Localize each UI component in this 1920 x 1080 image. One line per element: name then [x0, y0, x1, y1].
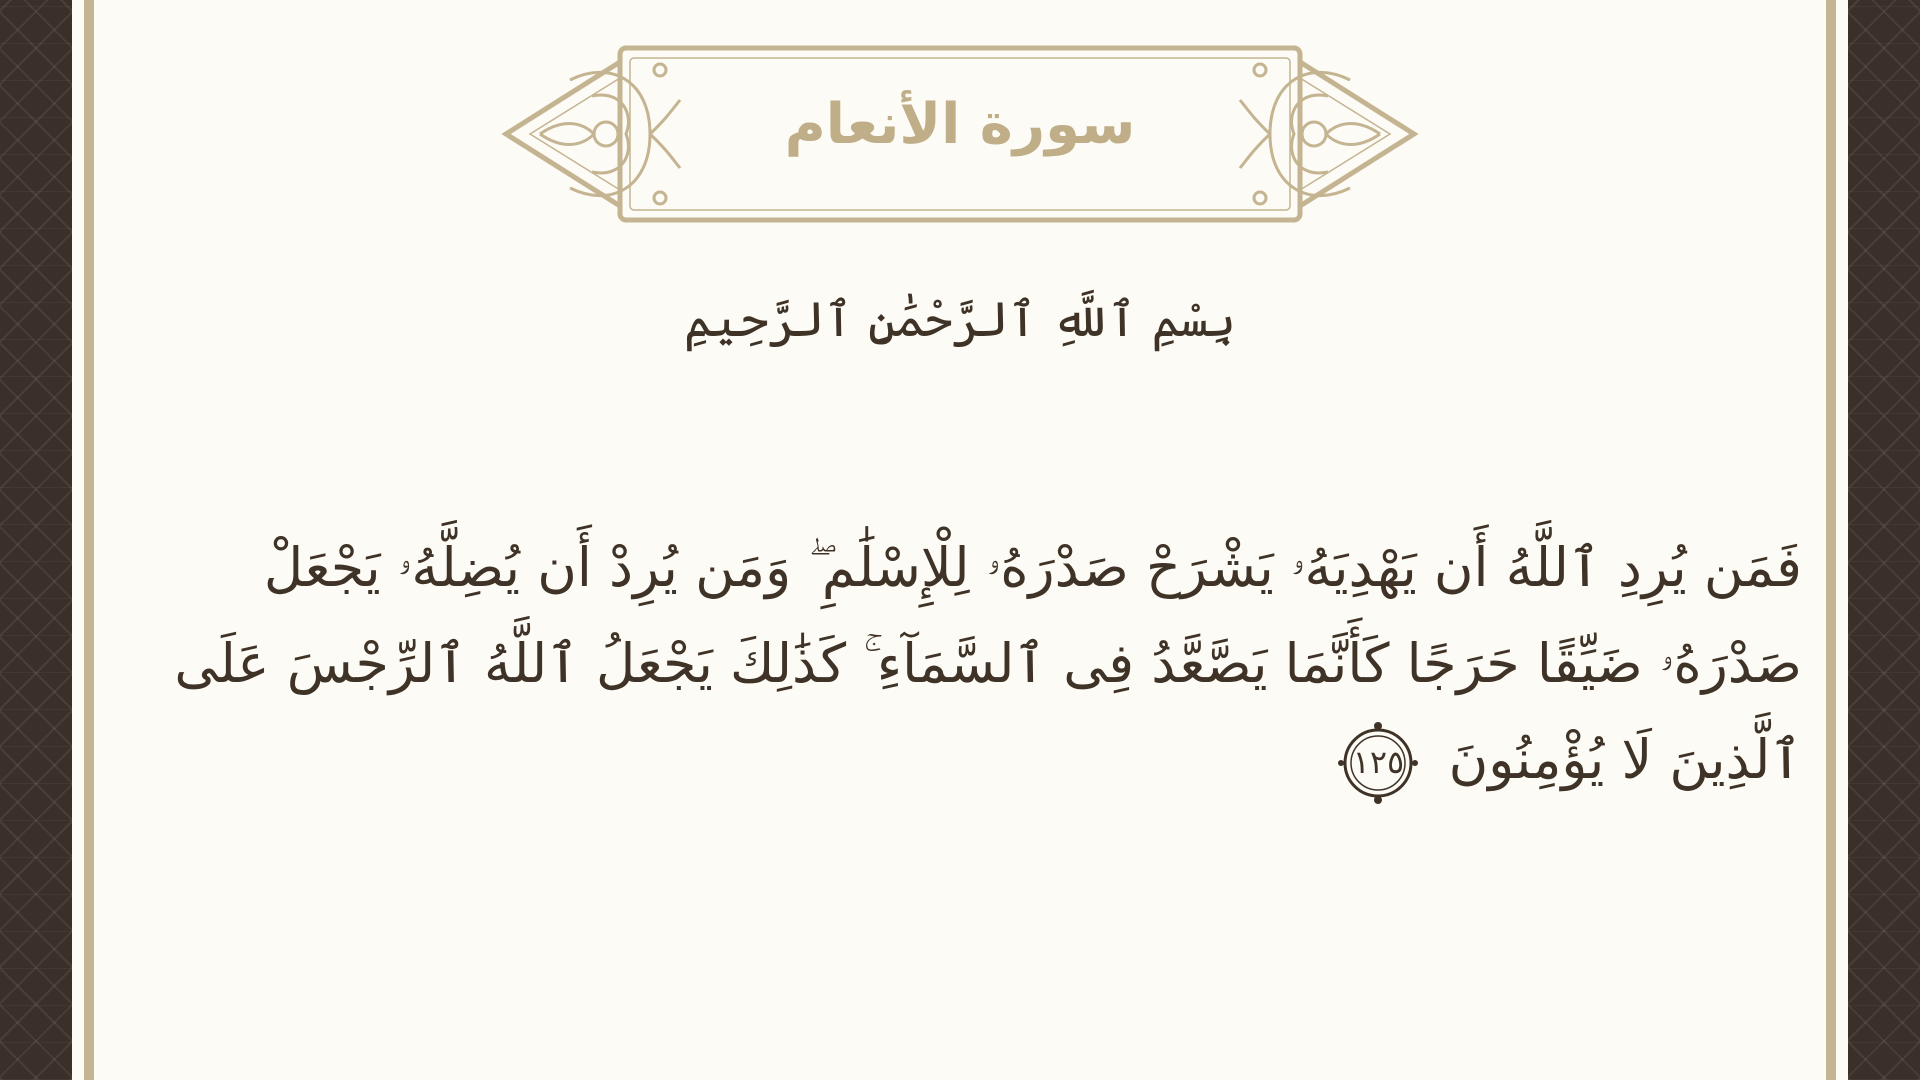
ayah-number-marker [1335, 720, 1421, 806]
left-gold-rule [84, 0, 94, 1080]
left-pattern-border [0, 0, 72, 1080]
ayah-number: ١٢٥ [1352, 743, 1405, 782]
verse-text-block [140, 520, 1802, 808]
right-inner-strip [1836, 0, 1848, 1080]
surah-title: سورة الأنعام [784, 92, 1136, 157]
verse-text: فَمَن يُرِدِ ٱللَّهُ أَن يَهْدِيَهُۥ يَشْرَحْ صَدْرَهُۥ لِلْإِسْلَٰمِ ۖ وَمَن يُرِدْ أَن يُضِلَّهُۥ يَجْعَلْ صَدْرَهُۥ ضَيِّقًا حَرَجًا كَأَنَّمَا يَصَّعَّدُ فِى ٱلسَّمَآءِ ۚ كَذَٰلِكَ يَجْعَلُ ٱللَّهُ ٱلرِّجْسَ عَلَى ٱلَّذِينَ لَا يُؤْمِنُونَ [174, 536, 1802, 791]
surah-header-banner [500, 40, 1420, 230]
basmala: بِسْمِ ٱللَّهِ ٱلرَّحْمَٰنِ ٱلرَّحِيمِ [683, 292, 1237, 348]
left-inner-strip [72, 0, 84, 1080]
right-gold-rule [1826, 0, 1836, 1080]
right-pattern-border [1848, 0, 1920, 1080]
